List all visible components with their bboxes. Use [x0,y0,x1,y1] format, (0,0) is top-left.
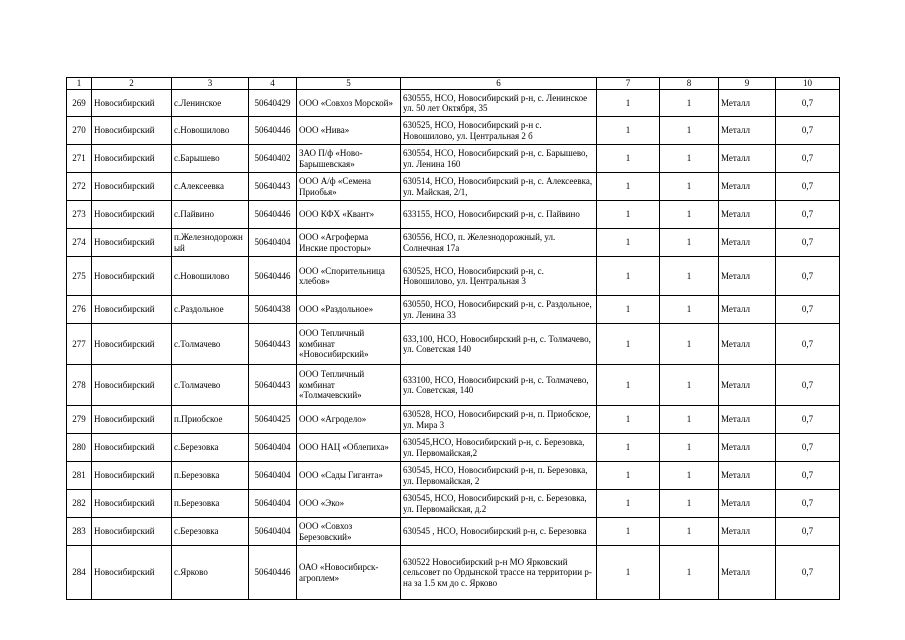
cell-col7: 1 [597,324,660,365]
cell-row-number: 276 [67,296,92,324]
cell-organization: ООО НАЦ «Облепиха» [297,434,401,462]
cell-code: 50640446 [249,201,297,229]
column-header: 4 [249,78,297,90]
cell-row-number: 281 [67,462,92,490]
cell-settlement: с.Березовка [172,434,249,462]
cell-code: 50640438 [249,296,297,324]
cell-row-number: 277 [67,324,92,365]
cell-row-number: 274 [67,229,92,257]
cell-settlement: с.Алексеевка [172,173,249,201]
cell-row-number: 273 [67,201,92,229]
cell-col8: 1 [660,406,719,434]
cell-settlement: с.Ярково [172,546,249,600]
cell-address: 630555, НСО, Новосибирский р-н, с. Ленинское ул. 50 лет Октября, 35 [401,90,597,117]
cell-settlement: с.Новошилово [172,257,249,296]
cell-code: 50640429 [249,90,297,117]
cell-district: Новосибирский [92,462,172,490]
cell-settlement: с.Толмачево [172,365,249,406]
cell-col7: 1 [597,173,660,201]
cell-row-number: 282 [67,490,92,518]
cell-address: 630550, НСО, Новосибирский р-н, с. Раздольное, ул. Ленина 33 [401,296,597,324]
cell-district: Новосибирский [92,365,172,406]
table-row [67,201,840,229]
cell-col7: 1 [597,490,660,518]
cell-volume: 0,7 [776,546,840,600]
cell-col8: 1 [660,365,719,406]
cell-code: 50640443 [249,324,297,365]
cell-code: 50640404 [249,490,297,518]
cell-row-number: 269 [67,90,92,117]
cell-row-number: 284 [67,546,92,600]
cell-col8: 1 [660,324,719,365]
cell-address: 633,100, НСО, Новосибирский р-н, с. Толмачево, ул. Советская 140 [401,324,597,365]
cell-district: Новосибирский [92,324,172,365]
table-row [67,462,840,490]
table-row [67,229,840,257]
cell-col7: 1 [597,117,660,145]
cell-col8: 1 [660,462,719,490]
cell-row-number: 283 [67,518,92,546]
cell-settlement: п.Приобское [172,406,249,434]
cell-district: Новосибирский [92,257,172,296]
cell-col7: 1 [597,257,660,296]
cell-col7: 1 [597,546,660,600]
cell-organization: ООО «Сады Гиганта» [297,462,401,490]
cell-district: Новосибирский [92,490,172,518]
cell-volume: 0,7 [776,518,840,546]
cell-col7: 1 [597,434,660,462]
column-header: 10 [776,78,840,90]
cell-address: 630525, НСО, Новосибирский р-н с. Новошилово, ул. Центральная 2 б [401,117,597,145]
cell-district: Новосибирский [92,296,172,324]
cell-code: 50640402 [249,145,297,173]
cell-code: 50640443 [249,173,297,201]
cell-settlement: п.Березовка [172,490,249,518]
cell-material: Металл [719,173,776,201]
cell-code: 50640404 [249,229,297,257]
cell-address: 630514, НСО, Новосибирский р-н, с. Алексеевка, ул. Майская, 2/1, [401,173,597,201]
column-header: 8 [660,78,719,90]
cell-volume: 0,7 [776,117,840,145]
cell-col8: 1 [660,173,719,201]
cell-material: Металл [719,257,776,296]
cell-col8: 1 [660,546,719,600]
header-row [67,78,840,90]
column-header: 1 [67,78,92,90]
table-row [67,324,840,365]
cell-organization: ООО «Нива» [297,117,401,145]
cell-col7: 1 [597,518,660,546]
cell-volume: 0,7 [776,296,840,324]
cell-organization: ООО «Раздольное» [297,296,401,324]
cell-district: Новосибирский [92,117,172,145]
cell-organization: ООО «Совхоз Березовский» [297,518,401,546]
cell-material: Металл [719,201,776,229]
cell-address: 630525, НСО, Новосибирский р-н, с. Новошилово, ул. Центральная 3 [401,257,597,296]
cell-col8: 1 [660,145,719,173]
cell-volume: 0,7 [776,324,840,365]
cell-col7: 1 [597,90,660,117]
cell-material: Металл [719,406,776,434]
cell-col8: 1 [660,518,719,546]
cell-volume: 0,7 [776,257,840,296]
cell-settlement: с.Пайвино [172,201,249,229]
cell-col7: 1 [597,462,660,490]
table-row [67,406,840,434]
cell-material: Металл [719,324,776,365]
cell-code: 50640404 [249,518,297,546]
cell-code: 50640425 [249,406,297,434]
cell-code: 50640404 [249,462,297,490]
cell-volume: 0,7 [776,173,840,201]
cell-settlement: с.Барышево [172,145,249,173]
cell-material: Металл [719,462,776,490]
cell-address: 630545,НСО, Новосибирский р-н, с. Березовка, ул. Первомайская,2 [401,434,597,462]
cell-district: Новосибирский [92,173,172,201]
cell-organization: ООО «Агроферма Инские просторы» [297,229,401,257]
cell-address: 633100, НСО, Новосибирский р-н, с. Толмачево, ул. Советская, 140 [401,365,597,406]
cell-material: Металл [719,434,776,462]
cell-volume: 0,7 [776,434,840,462]
cell-volume: 0,7 [776,201,840,229]
cell-col8: 1 [660,490,719,518]
cell-district: Новосибирский [92,518,172,546]
cell-district: Новосибирский [92,90,172,117]
table-row [67,296,840,324]
cell-settlement: с.Новошилово [172,117,249,145]
cell-address: 630545, НСО, Новосибирский р-н, с. Березовка, ул. Первомайская, д.2 [401,490,597,518]
table-row [67,173,840,201]
cell-material: Металл [719,117,776,145]
cell-settlement: с.Ленинское [172,90,249,117]
cell-settlement: с.Толмачево [172,324,249,365]
cell-organization: ООО КФХ «Квант» [297,201,401,229]
cell-organization: ООО «Эко» [297,490,401,518]
cell-address: 630528, НСО, Новосибирский р-н, п. Приобское, ул. Мира 3 [401,406,597,434]
cell-material: Металл [719,490,776,518]
cell-volume: 0,7 [776,462,840,490]
cell-organization: ООО «Агродело» [297,406,401,434]
cell-code: 50640443 [249,365,297,406]
cell-district: Новосибирский [92,201,172,229]
cell-col7: 1 [597,296,660,324]
cell-organization: ООО А/ф «Семена Приобья» [297,173,401,201]
cell-material: Металл [719,145,776,173]
cell-col8: 1 [660,90,719,117]
table-row [67,257,840,296]
cell-settlement: с.Раздольное [172,296,249,324]
cell-row-number: 279 [67,406,92,434]
cell-organization: ООО «Совхоз Морской» [297,90,401,117]
cell-address: 630545, НСО, Новосибирский р-н, п. Березовка, ул. Первомайская, 2 [401,462,597,490]
column-header: 6 [401,78,597,90]
cell-district: Новосибирский [92,546,172,600]
cell-row-number: 278 [67,365,92,406]
cell-col7: 1 [597,145,660,173]
cell-material: Металл [719,229,776,257]
table-row [67,518,840,546]
cell-col8: 1 [660,201,719,229]
table-row [67,90,840,117]
table-row [67,546,840,600]
cell-address: 630556, НСО, п. Железнодорожный, ул. Солнечная 17а [401,229,597,257]
cell-address: 633155, НСО, Новосибирский р-н, с. Пайвино [401,201,597,229]
column-header: 2 [92,78,172,90]
table-row [67,365,840,406]
table-row [67,490,840,518]
cell-address: 630554, НСО, Новосибирский р-н, с. Барышево, ул. Ленина 160 [401,145,597,173]
cell-row-number: 272 [67,173,92,201]
cell-code: 50640446 [249,257,297,296]
cell-volume: 0,7 [776,90,840,117]
cell-row-number: 280 [67,434,92,462]
cell-address: 630522 Новосибирский р-н МО Ярковский сельсовет по Ордынской трассе на территории р-на за 1.5 км до с. Ярково [401,546,597,600]
register-table [66,77,840,600]
cell-col8: 1 [660,257,719,296]
cell-organization: ОАО «Новосибирск-агроплем» [297,546,401,600]
cell-col8: 1 [660,117,719,145]
cell-volume: 0,7 [776,365,840,406]
cell-code: 50640446 [249,117,297,145]
cell-organization: ЗАО П/ф «Ново-Барышевская» [297,145,401,173]
cell-code: 50640446 [249,546,297,600]
table-row [67,434,840,462]
table-row [67,145,840,173]
cell-organization: ООО Тепличный комбинат «Новосибирский» [297,324,401,365]
column-header: 3 [172,78,249,90]
cell-organization: ООО «Спорительница хлебов» [297,257,401,296]
cell-code: 50640404 [249,434,297,462]
cell-volume: 0,7 [776,406,840,434]
cell-material: Металл [719,365,776,406]
cell-row-number: 275 [67,257,92,296]
cell-col7: 1 [597,201,660,229]
column-header: 9 [719,78,776,90]
cell-material: Металл [719,518,776,546]
cell-district: Новосибирский [92,145,172,173]
cell-row-number: 271 [67,145,92,173]
cell-district: Новосибирский [92,434,172,462]
cell-col7: 1 [597,406,660,434]
cell-settlement: п.Железнодорожный [172,229,249,257]
cell-settlement: с.Березовка [172,518,249,546]
cell-address: 630545 , НСО, Новосибирский р-н, с. Березовка [401,518,597,546]
cell-material: Металл [719,90,776,117]
cell-district: Новосибирский [92,406,172,434]
cell-volume: 0,7 [776,145,840,173]
column-header: 5 [297,78,401,90]
cell-col8: 1 [660,434,719,462]
cell-district: Новосибирский [92,229,172,257]
cell-material: Металл [719,296,776,324]
cell-volume: 0,7 [776,229,840,257]
cell-organization: ООО Тепличный комбинат «Толмачевский» [297,365,401,406]
cell-material: Металл [719,546,776,600]
cell-col7: 1 [597,229,660,257]
cell-col7: 1 [597,365,660,406]
cell-col8: 1 [660,229,719,257]
table-body [67,78,840,600]
cell-settlement: п.Березовка [172,462,249,490]
cell-volume: 0,7 [776,490,840,518]
table-row [67,117,840,145]
column-header: 7 [597,78,660,90]
cell-col8: 1 [660,296,719,324]
cell-row-number: 270 [67,117,92,145]
